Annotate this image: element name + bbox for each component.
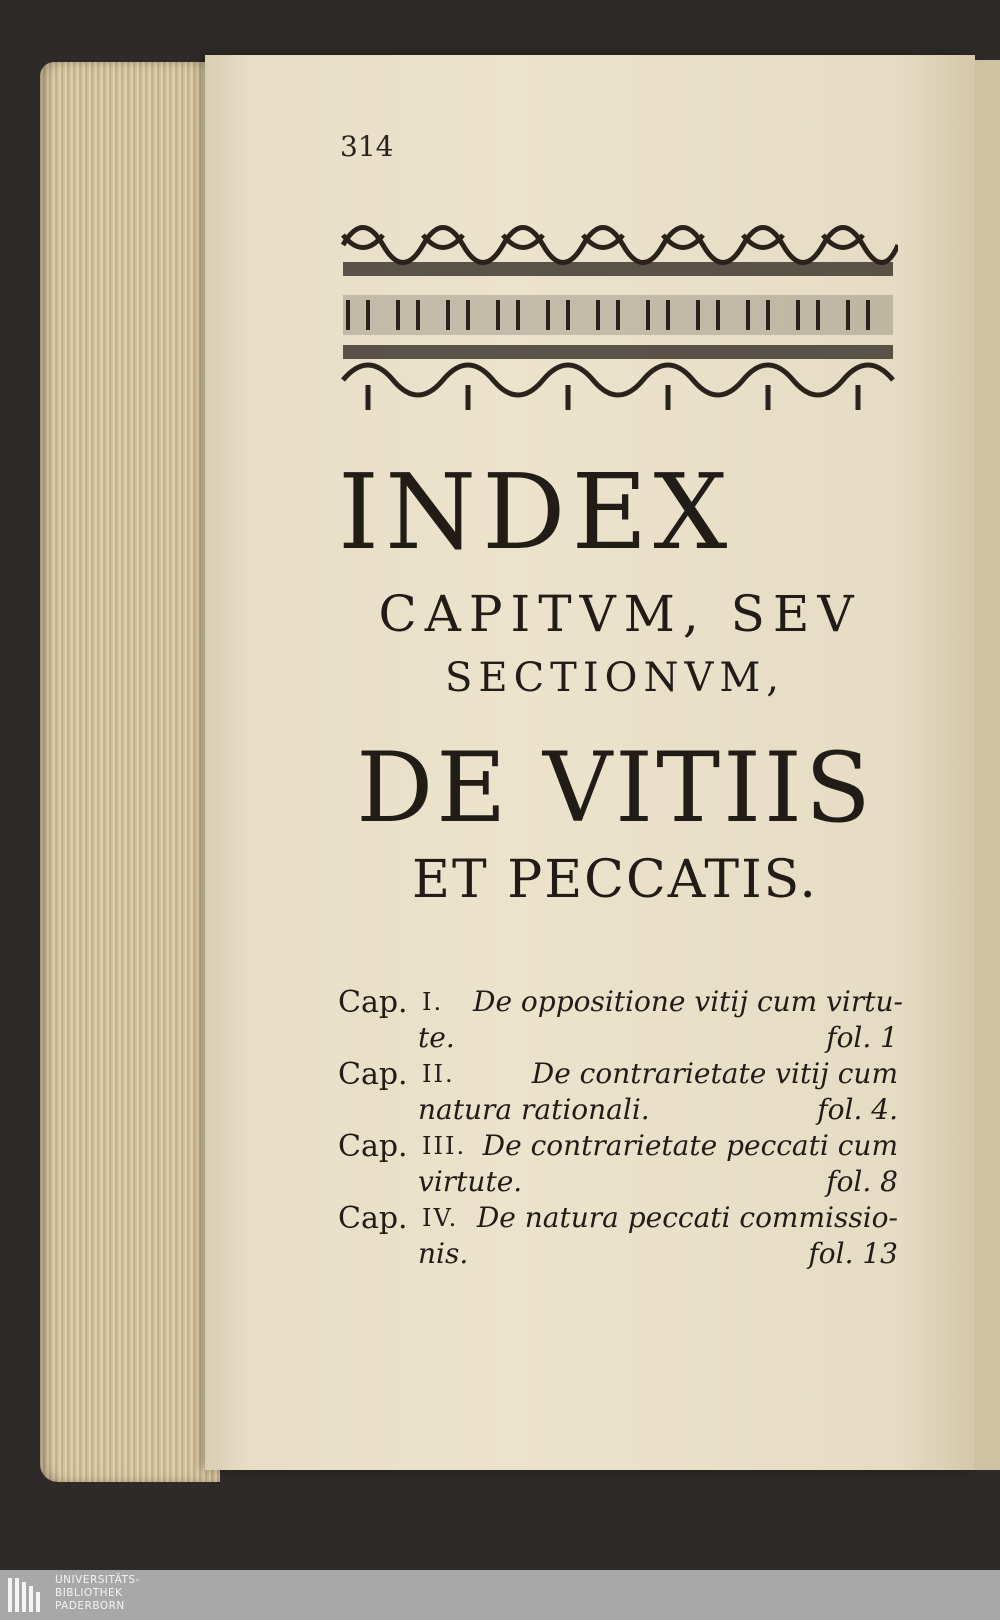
chapter-number: III.	[422, 1132, 467, 1160]
library-name-line-1: UNIVERSITÄTS-	[55, 1574, 140, 1586]
chapter-number: IV.	[422, 1204, 459, 1232]
library-logo-icon	[8, 1578, 48, 1612]
subject-line-2: ET PECCATIS.	[412, 850, 818, 910]
chapter-title: De oppositione vitij cum virtu-	[473, 985, 904, 1018]
chapter-label: Cap.	[338, 1129, 408, 1164]
chapter-title: De natura peccati commissio-	[476, 1201, 898, 1234]
chapter-label: Cap.	[338, 1201, 408, 1236]
page-number: 314	[340, 130, 394, 163]
library-footer	[0, 1570, 1000, 1620]
chapter-title-cont: nis.	[418, 1237, 469, 1270]
chapter-label: Cap.	[338, 985, 408, 1020]
chapter-title-cont: natura rationali.	[418, 1093, 650, 1126]
subtitle-line-2: SECTIONVM,	[444, 655, 786, 701]
library-name-line-2: BIBLIOTHEK	[55, 1587, 123, 1599]
chapter-entry	[338, 985, 904, 1057]
chapter-entry	[338, 1129, 898, 1201]
chapter-title: De contrarietate vitij cum	[531, 1057, 898, 1090]
chapter-number: I.	[422, 988, 444, 1016]
chapter-label: Cap.	[338, 1057, 408, 1092]
library-name-line-3: PADERBORN	[55, 1600, 125, 1612]
chapter-list	[338, 985, 904, 1273]
subject-line-1: DE VITIIS	[356, 732, 874, 844]
chapter-title-cont: virtute.	[418, 1165, 523, 1198]
index-title: INDEX	[338, 451, 734, 573]
chapter-folio: fol. 13	[808, 1237, 898, 1270]
subtitle-line-1: CAPITVM, SEV	[378, 585, 862, 643]
chapter-title: De contrarietate peccati cum	[482, 1129, 898, 1162]
chapter-entry	[338, 1201, 898, 1273]
chapter-folio: fol. 8	[826, 1165, 898, 1198]
ornament-band	[338, 200, 898, 420]
chapter-folio: fol. 1	[826, 1021, 898, 1054]
fleuron-row-bottom	[343, 365, 893, 410]
fleuron-row-top	[343, 228, 898, 263]
chapter-folio: fol. 4.	[817, 1093, 898, 1126]
chapter-title-cont: te.	[418, 1021, 455, 1054]
chapter-number: II.	[422, 1060, 455, 1088]
library-name	[55, 1574, 140, 1613]
chapter-entry	[338, 1057, 898, 1129]
